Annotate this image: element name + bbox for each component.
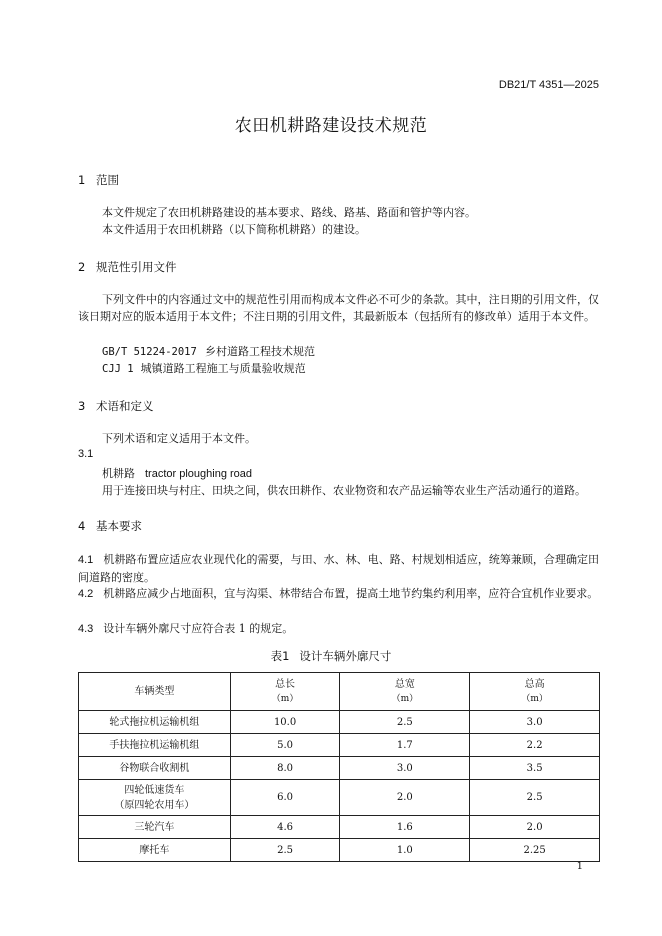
table-row [79, 780, 600, 816]
table-number: 表1 [270, 649, 290, 663]
clause-4-1 [78, 551, 599, 586]
page-number: 1 [576, 861, 583, 872]
cell-vehicle-type [79, 780, 231, 816]
section-3-paragraph-1: 下列术语和定义适用于本文件。 [102, 432, 256, 445]
section-2-heading [78, 259, 177, 275]
cell-vehicle-type: 摩托车 [79, 839, 231, 862]
cell-width: 2.0 [340, 780, 470, 816]
table-row [79, 711, 600, 734]
section-2-paragraph-1: 下列文件中的内容通过文中的规范性引用而构成本文件必不可少的条款。其中，注日期的引用文件，仅该日期对应的版本适用于本文件；不注日期的引用文件，其最新版本（包括所有的修改单）适用于本文件。 [78, 293, 599, 323]
section-number: 3 [78, 399, 86, 413]
reference-title: 城镇道路工程施工与质量验收规范 [140, 362, 306, 375]
cell-length: 5.0 [230, 734, 340, 757]
header-label: 总高 [524, 678, 545, 690]
term-entry [102, 465, 252, 481]
header-total-width [340, 673, 470, 711]
clause-4-2 [78, 585, 599, 603]
section-title: 范围 [96, 173, 119, 187]
clause-number: 4.3 [78, 623, 94, 635]
table-row [79, 734, 600, 757]
cell-vehicle-type: 谷物联合收割机 [79, 757, 231, 780]
table-row [79, 816, 600, 839]
cell-height: 2.0 [470, 816, 600, 839]
section-1-paragraph-2: 本文件适用于农田机耕路（以下简称机耕路）的建设。 [102, 223, 366, 236]
clause-text: 设计车辆外廓尺寸应符合表 1 的规定。 [103, 622, 294, 635]
section-1-paragraph-1: 本文件规定了农田机耕路建设的基本要求、路线、路基、路面和管护等内容。 [102, 206, 476, 219]
table-row [79, 839, 600, 862]
cell-length: 6.0 [230, 780, 340, 816]
header-total-length [230, 673, 340, 711]
table-row [79, 757, 600, 780]
header-vehicle-type: 车辆类型 [79, 673, 231, 711]
table-title: 设计车辆外廓尺寸 [299, 649, 392, 663]
standard-number: DB21/T 4351—2025 [498, 79, 599, 91]
section-title: 基本要求 [96, 519, 142, 533]
cell-height: 2.25 [470, 839, 600, 862]
header-total-height [470, 673, 600, 711]
normative-reference [102, 343, 315, 359]
term-english: tractor ploughing road [145, 468, 253, 480]
cell-width: 1.6 [340, 816, 470, 839]
clause-number: 4.1 [78, 554, 94, 566]
section-title: 规范性引用文件 [96, 260, 177, 274]
header-unit: （m） [391, 693, 419, 704]
cell-vehicle-type: 轮式拖拉机运输机组 [79, 711, 231, 734]
cell-length: 10.0 [230, 711, 340, 734]
cell-width: 1.7 [340, 734, 470, 757]
cell-vehicle-type: 手扶拖拉机运输机组 [79, 734, 231, 757]
section-title: 术语和定义 [96, 399, 154, 413]
reference-title: 乡村道路工程技术规范 [205, 345, 315, 358]
cell-length: 8.0 [230, 757, 340, 780]
header-label: 总宽 [394, 678, 415, 690]
clause-text: 机耕路布置应适应农业现代化的需要，与田、水、林、电、路、村规划相适应，统筹兼顾，合理确定田间道路的密度。 [78, 553, 599, 584]
reference-code: CJJ 1 [102, 363, 134, 375]
section-number: 2 [78, 260, 86, 274]
header-unit: （m） [271, 693, 299, 704]
section-1-heading [78, 172, 119, 188]
clause-number: 4.2 [78, 588, 94, 600]
term-chinese: 机耕路 [102, 467, 135, 480]
cell-height: 3.5 [470, 757, 600, 780]
normative-reference [102, 360, 306, 376]
table-caption [0, 648, 662, 664]
table-header-row [79, 673, 600, 711]
vehicle-dimensions-table [78, 672, 600, 862]
reference-code: GB/T 51224-2017 [102, 346, 197, 358]
cell-height: 2.2 [470, 734, 600, 757]
vehicle-type-line-2: （原四轮农用车） [114, 799, 195, 811]
header-label: 总长 [275, 678, 296, 690]
cell-length: 4.6 [230, 816, 340, 839]
term-definition: 用于连接田块与村庄、田块之间，供农田耕作、农业物资和农产品运输等农业生产活动通行的道路。 [102, 484, 586, 497]
section-3-heading [78, 398, 154, 414]
header-unit: （m） [521, 693, 548, 704]
document-title: 农田机耕路建设技术规范 [234, 116, 428, 136]
clause-text: 机耕路应减少占地面积，宜与沟渠、林带结合布置，提高土地节约集约利用率，应符合宜机作业要求。 [103, 587, 599, 600]
cell-height: 3.0 [470, 711, 600, 734]
cell-width: 3.0 [340, 757, 470, 780]
cell-length: 2.5 [230, 839, 340, 862]
section-4-heading [78, 518, 142, 534]
cell-vehicle-type: 三轮汽车 [79, 816, 231, 839]
cell-width: 2.5 [340, 711, 470, 734]
term-number: 3.1 [78, 448, 94, 460]
cell-width: 1.0 [340, 839, 470, 862]
clause-4-3 [78, 620, 599, 638]
vehicle-type-line-1: 四轮低速货车 [124, 784, 185, 796]
section-number: 4 [78, 519, 86, 533]
section-number: 1 [78, 173, 86, 187]
cell-height: 2.5 [470, 780, 600, 816]
